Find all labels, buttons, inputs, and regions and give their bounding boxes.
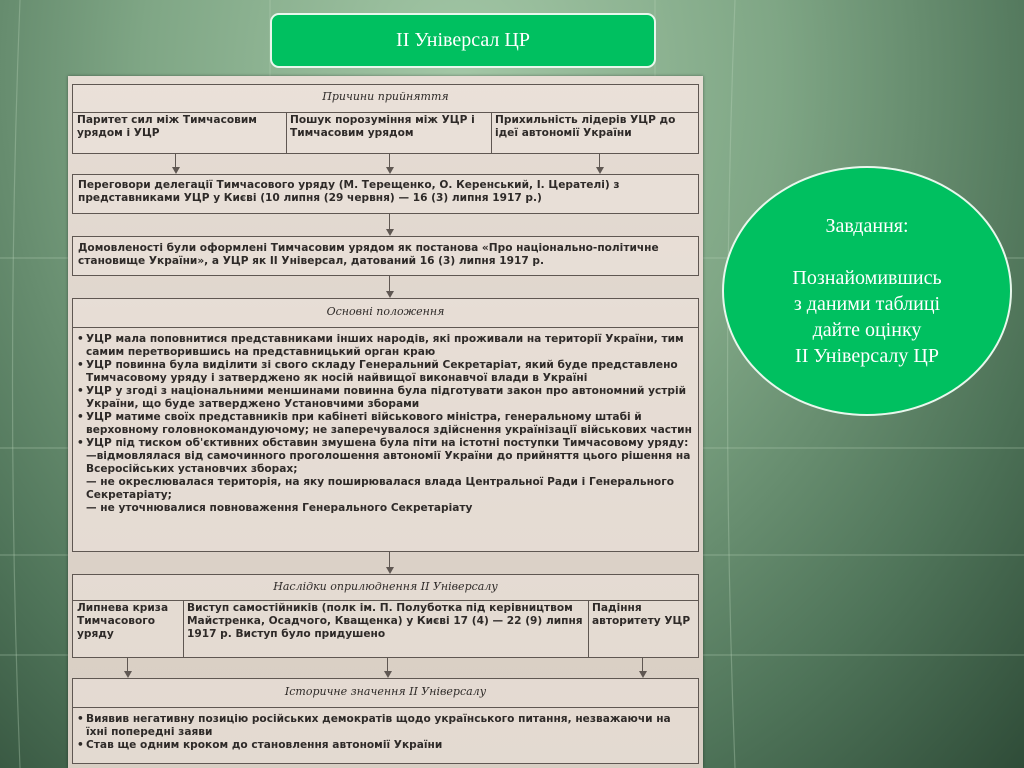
list-item: • Виявив негативну позицію російських демократів щодо українського питання, незважаючи на їхні попередні заяви xyxy=(77,713,694,739)
provisions-header: Основні положення xyxy=(326,305,445,318)
task-heading: Завдання: xyxy=(825,215,909,237)
list-item: • Став ще одним кроком до становлення автономії України xyxy=(77,739,694,752)
task-callout xyxy=(722,166,1012,416)
consequence-cell: Виступ самостійників (полк ім. П. Полуботка під керівництвом Майстренка, Осадчого, Кващенка) у Києві 17 (4) — 22 (9) липня 1917 р. Виступ було придушено xyxy=(187,602,583,640)
task-line: ІІ Універсалу ЦР xyxy=(795,345,939,367)
task-line: з даними таблиці xyxy=(793,293,941,315)
scanned-table xyxy=(68,76,703,768)
slide-title xyxy=(270,13,656,68)
consequence-cell: Падіння авторитету УЦР xyxy=(592,602,691,627)
provisions-list xyxy=(77,333,694,515)
cause-cell: Пошук порозуміння між УЦР і Тимчасовим урядом xyxy=(290,114,475,139)
list-item: • УЦР матиме своїх представників при кабінеті військового міністра, генеральному штабі й верховному головнокомандуючому; не заперечувалося здійснення українізації військових частин xyxy=(77,411,694,437)
consequences-header: Наслідки оприлюднення ІІ Універсалу xyxy=(273,580,498,593)
cause-cell: Прихильність лідерів УЦР до ідеї автономії України xyxy=(495,114,676,139)
agreements-block xyxy=(72,236,699,276)
list-item: • УЦР мала поповнитися представниками інших народів, які проживали на території України, тим самим перетворившись на представницький орган краю xyxy=(77,333,694,359)
cause-cell: Паритет сил між Тимчасовим урядом і УЦР xyxy=(77,114,257,139)
significance-header: Історичне значення ІІ Універсалу xyxy=(284,685,487,698)
list-subitem: — не уточнювалися повноваження Генерального Секретаріату xyxy=(86,502,473,514)
list-subitem: — не окреслювалася територія, на яку поширювалася влада Центральної Ради і Генерального Секретаріату; xyxy=(86,476,675,501)
causes-block xyxy=(72,84,699,154)
significance-list xyxy=(77,713,694,752)
consequence-cell: Липнева криза Тимчасового уряду xyxy=(77,602,169,640)
provisions-block xyxy=(72,298,699,552)
agreements-text: Домовленості були оформлені Тимчасовим урядом як постанова «Про національно-політичне становище України», а УЦР як ІІ Універсал, датований 16 (3) липня 1917 р. xyxy=(78,242,659,267)
negotiations-block xyxy=(72,174,699,214)
task-line: Познайомившись xyxy=(792,267,942,289)
task-line: дайте оцінку xyxy=(812,319,922,341)
slide-title-text: ІІ Універсал ЦР xyxy=(396,29,530,51)
consequences-block xyxy=(72,574,699,658)
significance-block xyxy=(72,678,699,764)
list-item: • УЦР під тиском об'єктивних обставин змушена була піти на істотні поступки Тимчасовому уряду: xyxy=(77,437,694,450)
causes-header: Причини прийняття xyxy=(322,90,449,103)
list-item: • УЦР у згоді з національними меншинами повинна була підготувати закон про автономний устрій України, що буде затверджено Установчими зборами xyxy=(77,385,694,411)
list-subitem: —відмовлялася від самочинного проголошення автономії України до прийняття цього рішення на Всеросійських установчих зборах; xyxy=(86,450,691,475)
list-item: • УЦР повинна була виділити зі свого складу Генеральний Секретаріат, який буде представлено Тимчасовому уряду і затверджено як носій найвищої виконавчої влади в Україні xyxy=(77,359,694,385)
negotiations-text: Переговори делегації Тимчасового уряду (М. Терещенко, О. Керенський, І. Церателі) з представниками УЦР у Києві (10 липня (29 червня) — 16 (3) липня 1917 р.) xyxy=(78,179,620,204)
